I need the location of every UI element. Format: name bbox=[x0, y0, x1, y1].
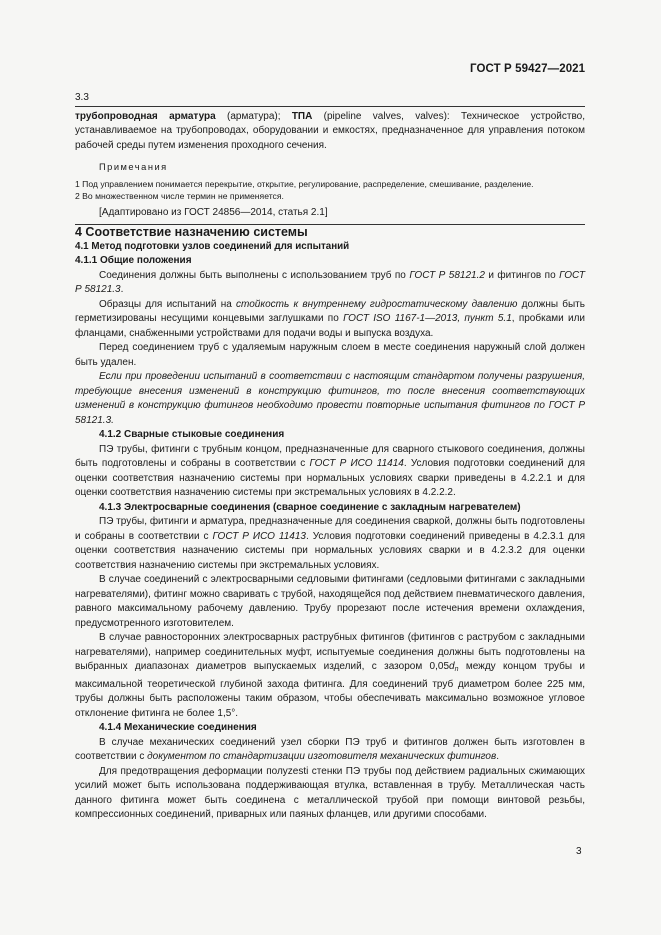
text-run: . Условия подготовки соединений для оценки соответствия назначению системы при нормальных условиях сварки приведены в 4.2.2.1 и для оценки соответствия назначению системы при экстремальных условиях в 4.2.2.2. bbox=[75, 458, 585, 498]
text-run: . Условия подготовки соединений приведены в 4.2.3.1 для оценки соответствия назначению системы при нормальных условиях сварки и в 4.2.3.2 для оценки соответствия назначению системы при экстремальных условиях. bbox=[75, 530, 585, 571]
text-run: . bbox=[496, 751, 499, 762]
paragraph bbox=[75, 515, 585, 573]
paragraph bbox=[75, 736, 585, 765]
paragraph: Перед соединением труб с удаляемым наружным слоем в месте соединения наружный слой должен быть удален. bbox=[75, 342, 585, 368]
term-number: 3.3 bbox=[75, 92, 89, 103]
reference: ГОСТ Р ИСО 11413 bbox=[212, 530, 306, 542]
term-definition bbox=[75, 110, 585, 154]
reference: ГОСТ ISO 1167-1—2013, пункт 5.1 bbox=[343, 313, 512, 324]
text-run: между концом трубы и максимальной теоретической глубиной захода фитинга. Для соединений труб диаметром более 225 мм, трубы должны быть расположены таким образом, чтобы обеспечивать максимально возможное угловое отклонение фитинга не более 1,5°. bbox=[75, 661, 585, 719]
term-definition-box bbox=[75, 106, 585, 226]
term-definition-rest: устанавливаемое на трубопроводах, оборудовании и емкостях, предназначенное для управления потоком рабочей среды путем изменения проходного сечения. bbox=[75, 125, 585, 151]
notes-title: Примечания bbox=[99, 162, 168, 172]
section-4-title: 4 Соответствие назначению системы bbox=[75, 225, 308, 239]
term-definition-line1: (pipeline valves, valves): Техническое устройство, bbox=[312, 110, 585, 122]
text-run: , пробками или фланцами, снабженными устройствами для подачи воды и выпуска воздуха. bbox=[75, 313, 586, 339]
reference: ГОСТ Р ИСО 11414 bbox=[309, 458, 404, 469]
term-alt: (арматура); bbox=[215, 110, 292, 122]
text-run: Образцы для испытаний на bbox=[99, 298, 237, 310]
section-4-1-1-title: 4.1.1 Общие положения bbox=[75, 255, 192, 266]
paragraph: В случае соединений с электросварными седловыми фитингами (седловыми фитингами с закладными нагревателями), фитинг можно сваривать с трубой, находящейся под действием пневматического давления, равного максимальному рабочему давлению. Трубу прорезают после истечения времени охлаждения, предусмотренного изготовителем. bbox=[75, 574, 585, 629]
paragraph: Для предотвращения деформации полуzesti стенки ПЭ трубы под действием радиальных сжимающих усилий может быть использована поддерживающая втулка, вставленная в трубу. Металлическая часть данного фитинга может быть соединена с металлической трубой при помощи винтовой резьбы, компрессионных соединений, приварных или паяных фланцев, или другими способами. bbox=[75, 765, 585, 820]
text-run: ПЭ трубы, фитинги и арматура, предназначенные для соединения сваркой, должны быть подготовлены и собраны в соответствии с bbox=[75, 516, 585, 542]
section-4-1-3-title: 4.1.3 Электросварные соединения (сварное соединение с закладным нагревателем) bbox=[99, 501, 521, 513]
paragraph bbox=[75, 443, 585, 501]
text-run: должны быть герметизированы несущими концевыми заглушками по bbox=[75, 298, 585, 324]
document-body bbox=[75, 91, 585, 823]
term-abbr: ТПА bbox=[291, 110, 313, 122]
paragraph bbox=[75, 298, 585, 342]
note-2: 2 Во множественном числе термин не применяется. bbox=[75, 190, 284, 201]
text-run: Соединения должны быть выполнены с использованием труб по bbox=[99, 269, 410, 281]
paragraph-italic: Если при проведении испытаний в соответствии с настоящим стандартом получены разрушения, требующие внесения изменений в конструкцию фитингов, то после внесения соответствующих изменений в конструкцию фитингов необходимо провести повторные испытания фитингов по ГОСТ Р 58121.3. bbox=[75, 371, 585, 426]
adapted-source: [Адаптировано из ГОСТ 24856—2014, статья 2.1] bbox=[99, 206, 328, 218]
section-4-1-2-title: 4.1.2 Сварные стыковые соединения bbox=[99, 429, 285, 440]
text-run: ПЭ трубы, фитинги с трубным концом, предназначенные для сварного стыкового соединения, должны быть подготовлены и собраны в соответствии с bbox=[75, 443, 585, 469]
text-run: В случае равносторонних электросварных раструбных фитингов (фитингов с раструбом с закладными нагревателями), например соединительных муфт, испытуемые соединения должны быть подготовлены на выбранных диапазонах диаметров выпускаемых изделий, с зазором 0,05 bbox=[75, 632, 585, 672]
paragraph bbox=[75, 631, 585, 721]
term-name: трубопроводная арматура bbox=[75, 110, 216, 122]
section-4-1-title: 4.1 Метод подготовки узлов соединений для испытаний bbox=[75, 240, 350, 252]
italic-term: документом по стандартизации изготовителя механических фитингов bbox=[147, 751, 497, 762]
page-number: 3 bbox=[576, 846, 582, 857]
text-run: . bbox=[120, 284, 124, 295]
formula-subscript: n bbox=[454, 666, 459, 673]
section-4-1-4-title: 4.1.4 Механические соединения bbox=[99, 722, 257, 733]
paragraph bbox=[75, 269, 585, 298]
formula-var: d bbox=[449, 661, 455, 672]
text-run: В случае механических соединений узел сборки ПЭ труб и фитингов должен быть изготовлен в соответствии с bbox=[75, 736, 585, 762]
italic-term: стойкость к внутреннему гидростатическому давлению bbox=[236, 298, 518, 310]
text-run: и фитингов по bbox=[484, 269, 560, 281]
note-1: 1 Под управлением понимается перекрытие, открытие, регулирование, распределение, смешивание, разделение. bbox=[75, 178, 534, 189]
document-id-header: ГОСТ Р 59427—2021 bbox=[470, 63, 586, 75]
reference: ГОСТ Р 58121.3 bbox=[75, 269, 585, 295]
reference: ГОСТ Р 58121.2 bbox=[409, 269, 485, 281]
